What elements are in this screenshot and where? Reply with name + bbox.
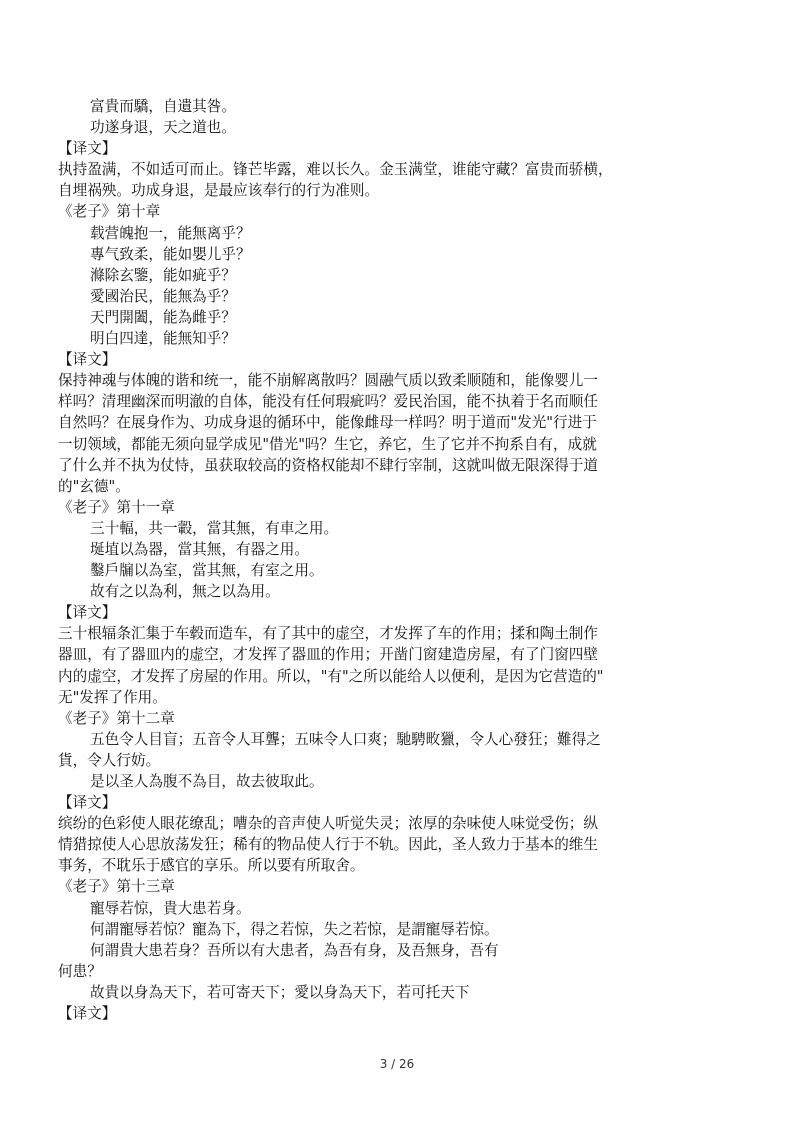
prose-line: 一切领域，都能无须向显学成见"借光"吗？生它，养它，生了它并不拘系自有，成就 (58, 435, 597, 453)
page-number: 3 / 26 (379, 1057, 415, 1071)
verse-line: 滌除玄鑒，能如疵乎？ (90, 266, 236, 284)
verse-line: 專气致柔，能如嬰儿乎？ (90, 245, 251, 263)
prose-line: 的"玄德"。 (58, 477, 130, 495)
chapter-heading: 《老子》第十章 (58, 203, 161, 221)
prose-line: 缤纷的色彩使人眼花缭乱；嘈杂的音声使人听觉失灵；浓厚的杂味使人味觉受伤；纵 (58, 815, 598, 833)
prose-line: 何患？ (58, 962, 102, 980)
verse-line: 是以圣人為腹不為目，故去彼取此。 (90, 773, 324, 790)
document-body (58, 96, 738, 1024)
prose-line: 自埋祸殃。功成身退，是最应该奉行的行为准则。 (58, 182, 380, 200)
translation-label: 【译文】 (58, 604, 117, 622)
verse-line: 三十輻，共一轂，當其無，有車之用。 (90, 519, 339, 537)
verse-line: 富貴而驕，自遺其咎。 (90, 98, 236, 115)
verse-line: 何謂貴大患若身？吾所以有大患者，為吾有身，及吾無身，吾有 (90, 941, 499, 959)
verse-line: 明白四達，能無知乎？ (90, 330, 236, 348)
prose-line: 保持神魂与体魄的谐和统一，能不崩解离散吗？圆融气质以致柔顺随和，能像婴儿一 (58, 372, 598, 390)
prose-line: 貨，令人行妨。 (58, 751, 161, 769)
verse-line: 故貴以身為天下，若可寄天下；愛以身為天下，若可托天下 (90, 983, 470, 1001)
prose-line: 情猎掠使人心思放荡发狂；稀有的物品使人行于不轨。因此，圣人致力于基本的维生 (58, 836, 598, 854)
verse-line: 五色令人目盲；五音令人耳聾；五味令人口爽；馳騁畋獵，令人心發狂；難得之 (90, 730, 601, 748)
verse-line: 寵辱若惊，貴大患若身。 (90, 899, 251, 917)
prose-line: 内的虚空，才发挥了房屋的作用。所以，"有"之所以能给人以便利，是因为它营造的" (58, 667, 604, 685)
prose-line: 无"发挥了作用。 (58, 688, 167, 706)
translation-label: 【译文】 (58, 794, 117, 812)
verse-line: 载营魄抱一，能無离乎？ (90, 224, 251, 242)
chapter-heading: 《老子》第十一章 (58, 498, 175, 516)
translation-label: 【译文】 (58, 351, 117, 369)
chapter-heading: 《老子》第十二章 (58, 709, 175, 727)
prose-line: 自然吗？在展身作为、功成身退的循环中，能像雌母一样吗？明于道而"发光"行进于 (58, 414, 597, 432)
chapter-heading: 《老子》第十三章 (58, 878, 175, 896)
prose-line: 执持盈满，不如适可而止。锋芒毕露，难以长久。金玉满堂，谁能守藏？富贵而骄横， (58, 161, 613, 179)
translation-label: 【译文】 (58, 140, 117, 158)
verse-line: 愛國治民，能無為乎？ (90, 287, 236, 305)
prose-line: 三十根辐条汇集于车毂而造车，有了其中的虚空，才发挥了车的作用；揉和陶土制作 (58, 625, 598, 643)
prose-line: 器皿，有了器皿内的虚空，才发挥了器皿的作用；开凿门窗建造房屋，有了门窗四壁 (58, 646, 598, 664)
verse-line: 天門開闔，能為雌乎？ (90, 308, 236, 326)
verse-line: 何謂寵辱若惊？寵為下，得之若惊，失之若惊，是謂寵辱若惊。 (90, 920, 499, 938)
translation-label: 【译文】 (58, 1005, 117, 1023)
prose-line: 样吗？清理幽深而明澈的自体，能没有任何瑕疵吗？爱民治国，能不执着于名而顺任 (58, 393, 598, 411)
prose-line: 事务，不耽乐于感官的享乐。所以要有所取舍。 (58, 857, 365, 875)
verse-line: 故有之以為利，無之以為用。 (90, 583, 280, 601)
verse-line: 功遂身退，天之道也。 (90, 119, 236, 137)
verse-line: 鑿戶牖以為室，當其無，有室之用。 (90, 562, 324, 580)
prose-line: 了什么并不执为仗恃，虽获取较高的资格权能却不肆行宰制，这就叫做无限深得于道 (58, 456, 598, 474)
verse-line: 埏埴以為器，當其無，有器之用。 (90, 540, 309, 558)
